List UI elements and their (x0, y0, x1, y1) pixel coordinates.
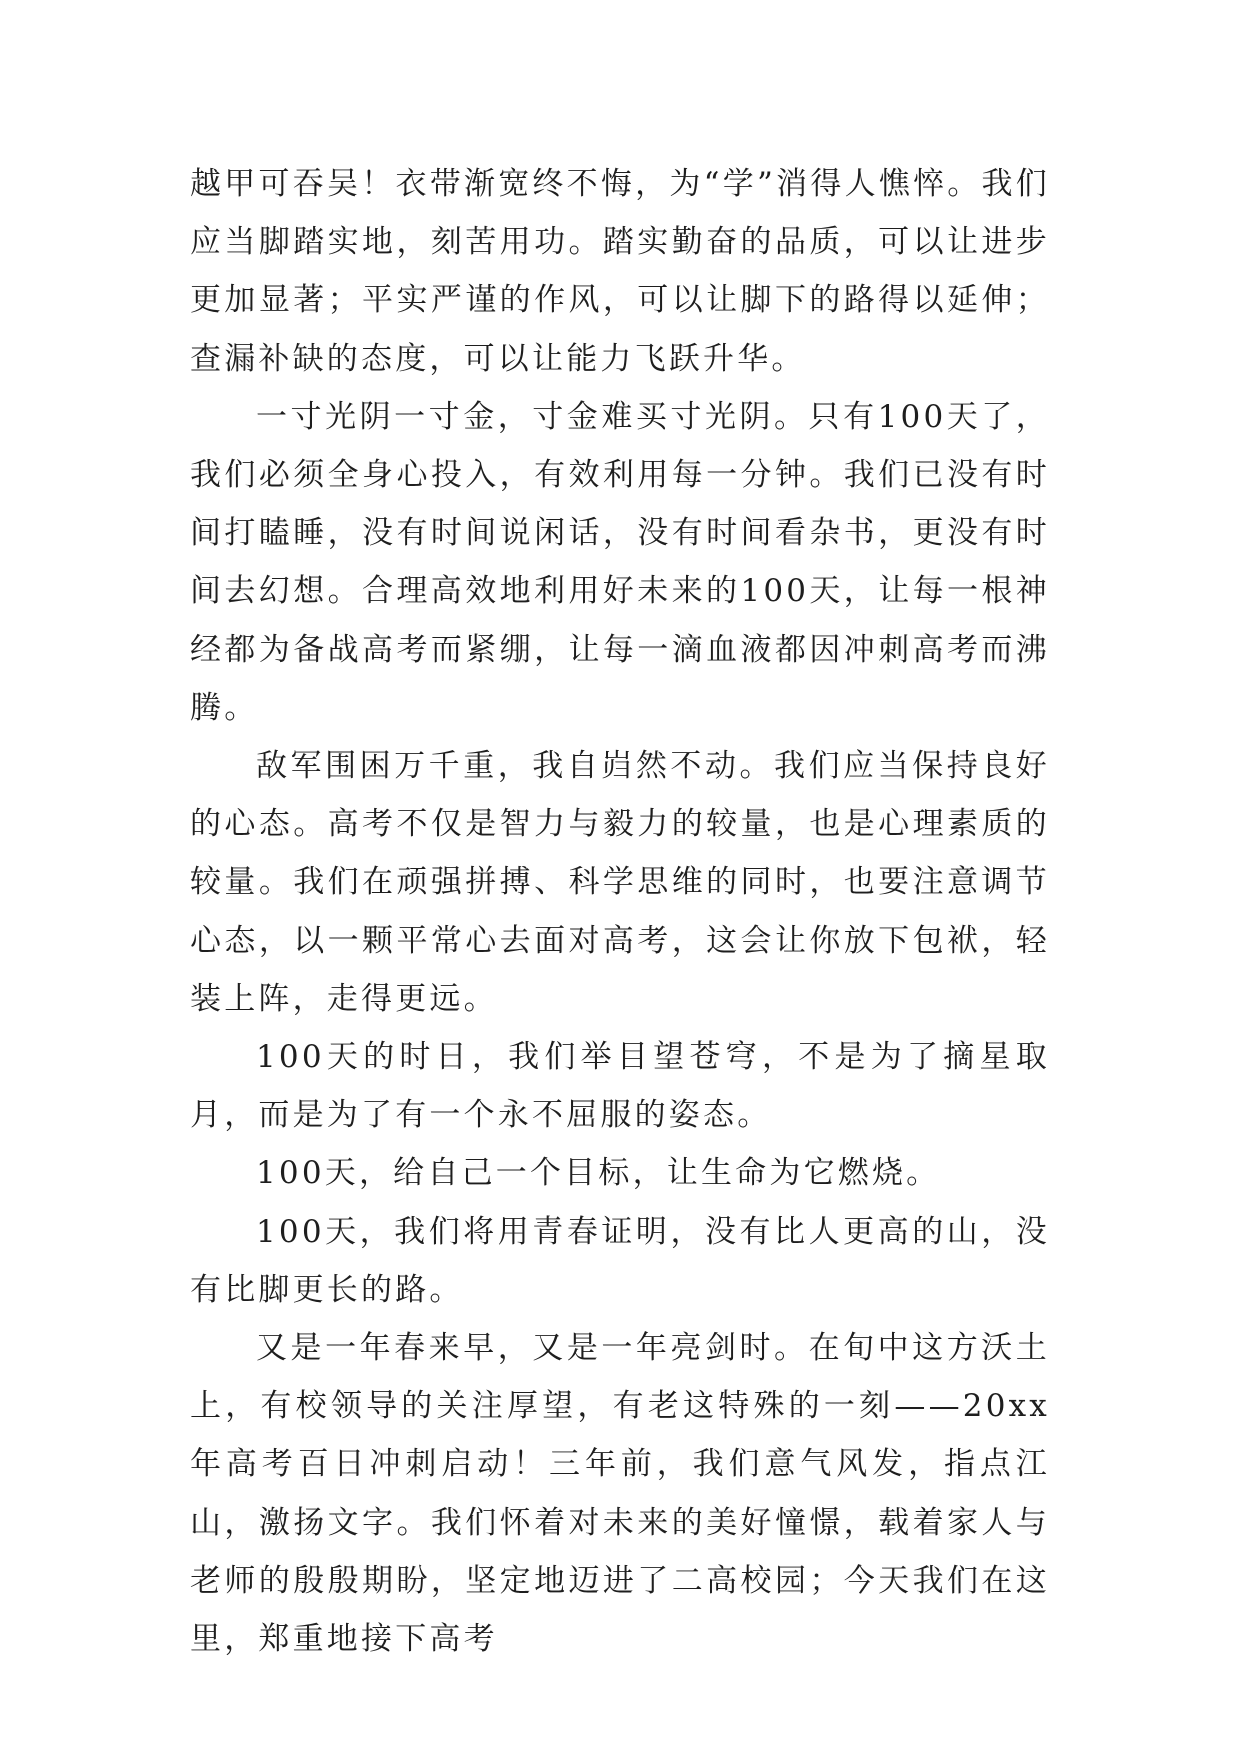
paragraph-5: 100天，给自己一个目标，让生命为它燃烧。 (256, 1155, 941, 1192)
paragraph-3: 敌军围困万千重，我自岿然不动。我们应当保持良好的心态。高考不仅是智力与毅力的较量，也是心理素质的较量。我们在顽强拼搏、科学思维的同时，也要注意调节心态，以一颗平常心去面对高考，这会让你放下包袱，轻装上阵，走得更远。 (190, 748, 1050, 1017)
paragraph-4: 100天的时日，我们举目望苍穹，不是为了摘星取月，而是为了有一个永不屈服的姿态。 (190, 1039, 1050, 1134)
paragraph-2: 一寸光阴一寸金，寸金难买寸光阴。只有100天了，我们必须全身心投入，有效利用每一分钟。我们已没有时间打瞌睡，没有时间说闲话，没有时间看杂书，更没有时间去幻想。合理高效地利用好未来的100天，让每一根神经都为备战高考而紧绷，让每一滴血液都因冲刺高考而沸腾。 (190, 398, 1050, 726)
document-body (190, 155, 1050, 1668)
paragraph-7: 又是一年春来早，又是一年亮剑时。在旬中这方沃土上，有校领导的关注厚望，有老这特殊的一刻——20xx年高考百日冲刺启动！三年前，我们意气风发，指点江山，激扬文字。我们怀着对未来的美好憧憬，载着家人与老师的殷殷期盼，坚定地迈进了二高校园；今天我们在这里，郑重地接下高考 (190, 1330, 1050, 1658)
paragraph-6: 100天，我们将用青春证明，没有比人更高的山，没有比脚更长的路。 (190, 1213, 1050, 1308)
paragraph-1: 越甲可吞吴！衣带渐宽终不悔，为“学”消得人憔悴。我们应当脚踏实地，刻苦用功。踏实勤奋的品质，可以让进步更加显著；平实严谨的作风，可以让脚下的路得以延伸；查漏补缺的态度，可以让能力飞跃升华。 (190, 166, 1050, 377)
